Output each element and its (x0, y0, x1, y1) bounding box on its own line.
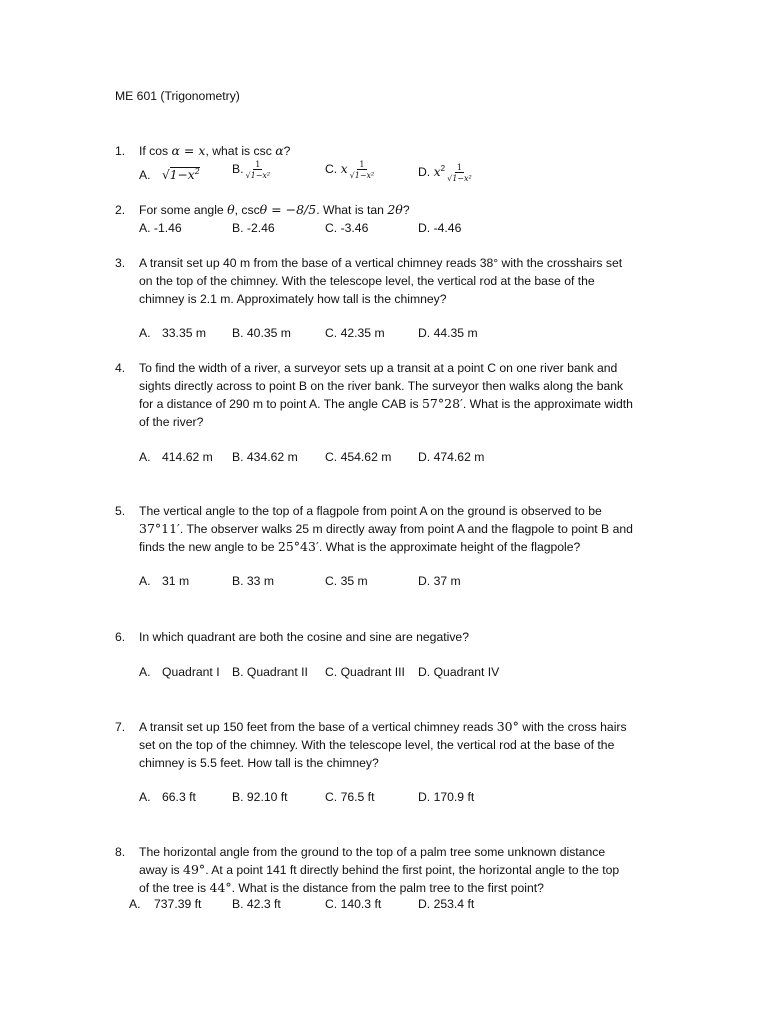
question-text: The vertical angle to the top of a flagpole from point A on the ground is observed to be 37°11′. The observer walks 25 m directly away from point A and the flagpole to point B and finds the new angle to be 25°43′. What is the approximate height of the flagpole? (139, 504, 633, 554)
question-number: 8. (115, 845, 126, 859)
choice-c[interactable]: C. 140.3 ft (325, 897, 382, 911)
fraction: $\frac{1}{\text{√1−x²}}$ (349, 160, 375, 180)
choice-b[interactable]: B. -2.46 (232, 221, 275, 235)
choice-b[interactable]: B. 42.3 ft (232, 897, 281, 911)
question-number: 5. (115, 504, 126, 518)
question-text: In which quadrant are both the cosine and sine are negative? (139, 630, 469, 644)
question-number: 1. (115, 144, 126, 158)
choice-c[interactable]: C. 42.35 m (325, 326, 385, 340)
choice-d[interactable]: D. 44.35 m (418, 326, 478, 340)
choice-b[interactable]: B. 92.10 ft (232, 790, 288, 804)
choice-b[interactable]: B. 40.35 m (232, 326, 291, 340)
choice-c[interactable]: C. -3.46 (325, 221, 369, 235)
question-number: 6. (115, 630, 126, 644)
question-text: If cos α = x, what is csc α? (139, 143, 291, 158)
question-text: The horizontal angle from the ground to the top of a palm tree some unknown distance away is 49°. At a point 141 ft directly behind the first point, the horizontal angle to the top of the tree is 44°. What is the distance from the palm tree to the first point? (139, 845, 620, 895)
choice-b[interactable]: B. 434.62 m (232, 450, 298, 464)
choice-a[interactable]: A. 33.35 m (139, 326, 207, 340)
choice-c[interactable]: C. 454.62 m (325, 450, 392, 464)
question-number: 3. (115, 256, 126, 270)
choice-d[interactable]: D. 170.9 ft (418, 790, 475, 804)
choice-d[interactable]: D. 37 m (418, 574, 461, 588)
choice-a[interactable]: A. -1.46 (139, 221, 182, 235)
choice-a[interactable]: A. 414.62 m (139, 450, 213, 464)
choice-d[interactable]: D. 474.62 m (418, 450, 485, 464)
choice-a[interactable]: A. 31 m (139, 574, 190, 588)
choice-c[interactable]: C. 76.5 ft (325, 790, 375, 804)
choice-c[interactable]: C. x $\frac{1}{\text{√1−x²}}$ (325, 160, 375, 180)
page-title: ME 601 (Trigonometry) (115, 89, 240, 103)
choice-d[interactable]: D. Quadrant IV (418, 665, 500, 679)
question-text: For some angle θ, cscθ = −8/5. What is tan 2θ? (139, 202, 410, 217)
fraction: $\frac{1}{\text{√1−x²}}$ (245, 160, 271, 180)
choice-d[interactable]: D. $x^2$ $\frac{1}{\text{√1−x²}}$ (418, 162, 472, 183)
choice-a[interactable]: A. 737.39 ft (129, 897, 202, 911)
fraction: $\frac{1}{\text{√1−x²}}$ (447, 162, 472, 183)
choice-c[interactable]: C. 35 m (325, 574, 368, 588)
choice-b[interactable]: B. 33 m (232, 574, 274, 588)
question-number: 4. (115, 361, 126, 375)
question-text: A transit set up 40 m from the base of a vertical chimney reads 38° with the crosshairs set on the top of the chimney. With the telescope level, the vertical rod at the base of the chimney is 2.1 m. Approximately how tall is the chimney? (139, 256, 623, 306)
choice-b[interactable]: B. Quadrant II (232, 665, 308, 679)
question-number: 2. (115, 203, 126, 217)
choice-d[interactable]: D. 253.4 ft (418, 897, 475, 911)
choice-d[interactable]: D. -4.46 (418, 221, 462, 235)
choice-c[interactable]: C. Quadrant III (325, 665, 405, 679)
radicand: $1-x^2$ (169, 167, 200, 183)
choice-a[interactable]: A. $√1-x^2$ (139, 167, 200, 183)
question-text: To find the width of a river, a surveyor sets up a transit at a point C on one river bank and sights directly across to point B on the river bank. The surveyor then walks along the bank for a distance of 290 m to point A. The angle CAB is 57°28′. What is the approximate width of the river? (139, 361, 633, 429)
choice-b[interactable]: B. $\frac{1}{\text{√1−x²}}$ (232, 160, 271, 180)
question-text: A transit set up 150 feet from the base of a vertical chimney reads 30° with the cross hairs set on the top of the chimney. With the telescope level, the vertical rod at the base of the chimney is 5.5 feet. How tall is the chimney? (139, 719, 627, 770)
question-number: 7. (115, 720, 126, 734)
choice-a[interactable]: A. Quadrant I (139, 665, 220, 679)
choice-a[interactable]: A. 66.3 ft (139, 790, 196, 804)
